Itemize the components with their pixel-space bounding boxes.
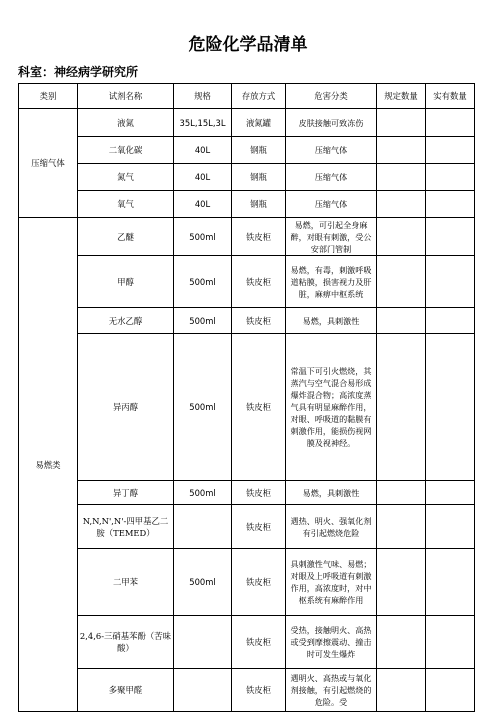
header-hazard: 危害分类 xyxy=(286,84,377,109)
header-actual-qty: 实有数量 xyxy=(426,84,475,109)
actual-qty-cell xyxy=(426,549,475,616)
reagent-name: 二氧化碳 xyxy=(78,137,174,164)
spec-cell: 40L xyxy=(174,137,232,164)
hazard-cell: 遇热、明火、强氧化剂有引起燃烧危险 xyxy=(286,505,377,549)
reagent-name: 无水乙醇 xyxy=(78,308,174,334)
storage-cell: 铁皮柜 xyxy=(232,616,286,669)
table-row xyxy=(19,218,475,256)
actual-qty-cell xyxy=(426,505,475,549)
reagent-name: N,N,N',N'-四甲基乙二胺（TEMED） xyxy=(78,505,174,549)
hazard-cell: 压缩气体 xyxy=(286,137,377,164)
hazard-cell: 遇明火、高热或与氧化剂接触，有引起燃烧的危险。受 xyxy=(286,669,377,712)
header-spec: 规格 xyxy=(174,84,232,109)
hazard-cell: 常温下可引火燃烧，其蒸汽与空气混合易形成爆炸混合物；高浓度蒸气具有明显麻醉作用，对眼、呼吸道的黏膜有刺激作用，能损伤视网膜及视神经。 xyxy=(286,334,377,481)
hazard-cell: 易燃，有毒，刺激呼吸道粘膜，损害视力及肝脏，麻痹中枢系统 xyxy=(286,256,377,308)
spec-cell: 500ml xyxy=(174,549,232,616)
header-reagent-name: 试剂名称 xyxy=(78,84,174,109)
required-qty-cell xyxy=(377,505,426,549)
table-header-row xyxy=(19,84,475,109)
storage-cell: 铁皮柜 xyxy=(232,256,286,308)
table-row xyxy=(19,308,475,334)
actual-qty-cell xyxy=(426,109,475,137)
hazard-cell: 受热，接触明火、高热或受到摩擦震动、撞击时可发生爆炸 xyxy=(286,616,377,669)
storage-cell: 铁皮柜 xyxy=(232,308,286,334)
table-row xyxy=(19,334,475,481)
spec-cell xyxy=(174,505,232,549)
reagent-name: 氧气 xyxy=(78,191,174,218)
actual-qty-cell xyxy=(426,669,475,712)
table-row xyxy=(19,616,475,669)
required-qty-cell xyxy=(377,256,426,308)
reagent-name: 氮气 xyxy=(78,164,174,191)
table-row xyxy=(19,256,475,308)
actual-qty-cell xyxy=(426,218,475,256)
reagent-name: 二甲苯 xyxy=(78,549,174,616)
chemical-inventory-table xyxy=(18,83,475,712)
required-qty-cell xyxy=(377,164,426,191)
required-qty-cell xyxy=(377,616,426,669)
actual-qty-cell xyxy=(426,256,475,308)
header-category: 类别 xyxy=(19,84,78,109)
spec-cell xyxy=(174,616,232,669)
table-row xyxy=(19,481,475,505)
required-qty-cell xyxy=(377,137,426,164)
category-cell: 压缩气体 xyxy=(19,109,78,218)
spec-cell: 40L xyxy=(174,164,232,191)
department-label: 科室：神经病学研究所 xyxy=(18,65,139,79)
hazard-cell: 压缩气体 xyxy=(286,191,377,218)
hazard-cell: 压缩气体 xyxy=(286,164,377,191)
spec-cell: 500ml xyxy=(174,481,232,505)
table-row xyxy=(19,505,475,549)
storage-cell: 铁皮柜 xyxy=(232,549,286,616)
hazard-cell: 皮肤接触可致冻伤 xyxy=(286,109,377,137)
spec-cell: 500ml xyxy=(174,334,232,481)
header-required-qty: 规定数量 xyxy=(377,84,426,109)
hazard-cell: 易燃，具刺激性 xyxy=(286,308,377,334)
actual-qty-cell xyxy=(426,308,475,334)
spec-cell: 35L,15L,3L xyxy=(174,109,232,137)
spec-cell xyxy=(174,669,232,712)
required-qty-cell xyxy=(377,308,426,334)
storage-cell: 铁皮柜 xyxy=(232,481,286,505)
table-row xyxy=(19,137,475,164)
storage-cell: 钢瓶 xyxy=(232,137,286,164)
table-row xyxy=(19,191,475,218)
storage-cell: 钢瓶 xyxy=(232,191,286,218)
actual-qty-cell xyxy=(426,616,475,669)
reagent-name: 多聚甲醛 xyxy=(78,669,174,712)
header-storage: 存放方式 xyxy=(232,84,286,109)
required-qty-cell xyxy=(377,481,426,505)
hazard-cell: 具刺激性气味、易燃；对眼及上呼吸道有刺激作用，高浓度时，对中枢系统有麻醉作用 xyxy=(286,549,377,616)
hazard-cell: 易燃，可引起全身麻醉，对眼有刺激，受公安部门管制 xyxy=(286,218,377,256)
actual-qty-cell xyxy=(426,481,475,505)
spec-cell: 500ml xyxy=(174,218,232,256)
spec-cell: 40L xyxy=(174,191,232,218)
reagent-name: 液氮 xyxy=(78,109,174,137)
spec-cell: 500ml xyxy=(174,256,232,308)
required-qty-cell xyxy=(377,218,426,256)
required-qty-cell xyxy=(377,669,426,712)
actual-qty-cell xyxy=(426,191,475,218)
storage-cell: 铁皮柜 xyxy=(232,669,286,712)
reagent-name: 乙醚 xyxy=(78,218,174,256)
required-qty-cell xyxy=(377,109,426,137)
reagent-name: 异丙醇 xyxy=(78,334,174,481)
storage-cell: 铁皮柜 xyxy=(232,334,286,481)
required-qty-cell xyxy=(377,549,426,616)
actual-qty-cell xyxy=(426,334,475,481)
required-qty-cell xyxy=(377,191,426,218)
actual-qty-cell xyxy=(426,164,475,191)
category-cell: 易燃类 xyxy=(19,218,78,712)
reagent-name: 甲醇 xyxy=(78,256,174,308)
table-row xyxy=(19,549,475,616)
storage-cell: 铁皮柜 xyxy=(232,505,286,549)
table-row xyxy=(19,669,475,712)
table-row xyxy=(19,109,475,137)
hazard-cell: 易燃，具刺激性 xyxy=(286,481,377,505)
storage-cell: 铁皮柜 xyxy=(232,218,286,256)
storage-cell: 液氮罐 xyxy=(232,109,286,137)
table-row xyxy=(19,164,475,191)
reagent-name: 异丁醇 xyxy=(78,481,174,505)
document-title: 危险化学品清单 xyxy=(188,35,308,55)
spec-cell: 500ml xyxy=(174,308,232,334)
reagent-name: 2,4,6-三硝基苯酚（苦味酸） xyxy=(78,616,174,669)
required-qty-cell xyxy=(377,334,426,481)
storage-cell: 钢瓶 xyxy=(232,164,286,191)
actual-qty-cell xyxy=(426,137,475,164)
